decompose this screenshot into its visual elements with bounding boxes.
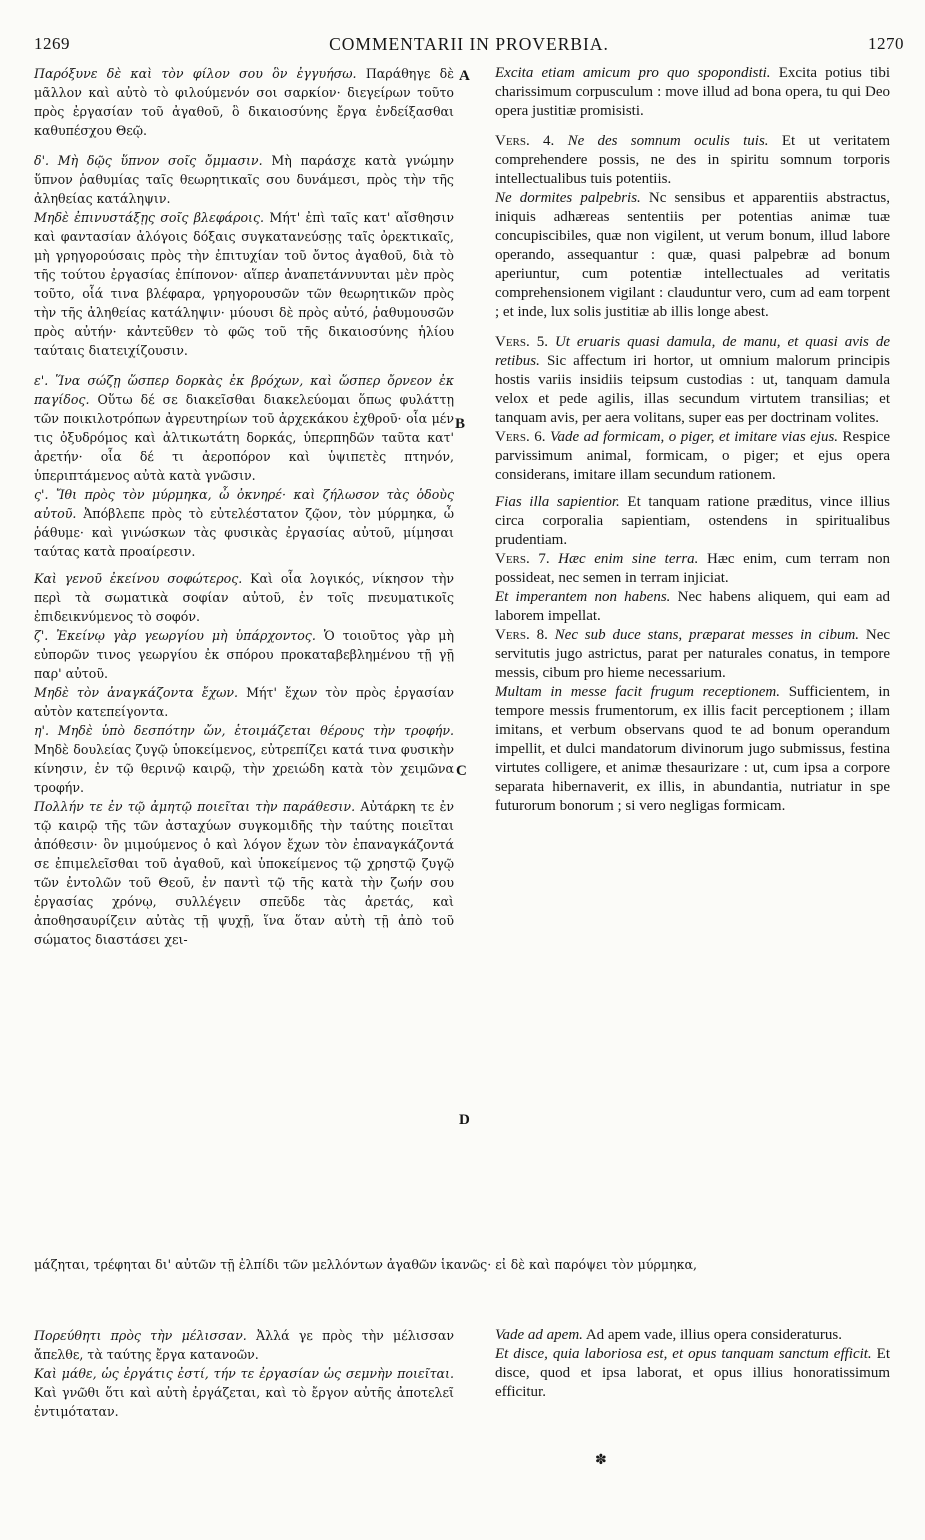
greek-paragraph [34, 683, 454, 721]
greek-lemma: Καὶ μάθε, ὡς ἐργάτις ἐστί, τήν τε ἐργασίαν ὡς σεμνὴν ποιεῖται. [34, 1366, 454, 1381]
greek-paragraph [34, 64, 454, 140]
greek-paragraph [34, 626, 454, 683]
latin-text: Hæc enim, cum terram non possideat, nec semen in terram injiciat. [495, 551, 890, 586]
greek-text: Μήτ' ἐπὶ ταῖς κατ' αἴσθησιν καὶ φαντασίαν ἀλόγοις δόξαις συγκατανεύσῃς ταῖς ὀρεκτικαῖς, μὴ γρηγορούσαις πρὸς τὴν ἐπιτυχίαν τοῦ ὄντος ἀγαθοῦ, διὰ τὸ τῆς τούτου ἐργασίας ἐπίπονον· αἵπερ ἀναπετάννυνται μὲν πρὸς τοῦτο, οἷά τινα βλέφαρα, γρηγορουσῶν τῶν θεωρητικῶν πρὸς τὴν τῆς ἀληθείας κατάληψιν· μύουσι δὲ πρὸς αὐτό, ῥαθυμουσῶν πρὸς αὐτήν· κἀντεῦθεν τὸ φῶς τοῦ τῆς δικαιοσύνης ἡλίου ταύταις διατειχίζουσιν. [34, 210, 454, 358]
margin-letter-a: A [459, 68, 470, 84]
latin-text: Ad apem vade, illius opera consideraturus. [585, 1327, 843, 1343]
ornament-asterisk-icon: ✽ [595, 1452, 607, 1468]
greek-paragraph [34, 1326, 454, 1364]
greek-paragraph [34, 569, 454, 626]
verse-number: Vers. 8. [495, 627, 548, 643]
greek-text: Αὐτάρκη τε ἐν τῷ καιρῷ τῆς τῶν ἀσταχύων συγκομιδῆς τὴν ταύτης ποιεῖται ἀπόθεσιν· ὃν μιμούμενος ὁ καὶ λόγον ἔχων τὸν ἐπαναγκάζοντά σε ἐπιμελεῖσθαι τοῦ ἀγαθοῦ, καὶ ὑποκείμενος τῷ χρηστῷ ζυγῷ τῶν ἐντολῶν τοῦ Θεοῦ, ἐν παντὶ τῷ τῆς κατὰ τὴν ζωήν σου ἐργασίας χρόνῳ, συλλέγειν σπεῦδε τὰς ἀρετάς, καὶ ἀποθησαυρίζειν αὐτὰς τῇ ψυχῇ, ἵνα ὅταν αὐτὴ τῇ ἀπὸ τοῦ σώματος διαστάσει χει- [34, 799, 454, 947]
latin-lemma: Hæc enim sine terra. [558, 551, 699, 567]
margin-letter-c: C [456, 763, 467, 779]
running-title: COMMENTARII IN PROVERBIA. [329, 34, 609, 54]
margin-letter-b: B [455, 416, 466, 432]
latin-lemma: Excita etiam amicum pro quo spopondisti. [495, 65, 771, 81]
verse-number: Vers. 6. [495, 429, 546, 445]
latin-text: Nec habens aliquem, qui eam ad laborem impellat. [495, 589, 890, 624]
latin-lemma: Ne des somnum oculis tuis. [567, 133, 769, 149]
verse-number: Vers. 4. [495, 133, 555, 149]
greek-paragraph [34, 485, 454, 561]
latin-paragraph [495, 626, 890, 683]
latin-paragraph [495, 189, 890, 322]
greek-text: Οὕτω δέ σε διακεῖσθαι διακελεύομαι ὅπως φυλάττῃ τῶν ποικιλοτρόπων ἀγρευτηρίων τοῦ ἀρχεκάκου ἐχθροῦ· οἷα μέν τις ὀξυδρόμος καὶ ἀλτικωτάτη δορκάς, ὑπερπηδῶν ταῦτα κατ' ἀρετήν· οἷα δέ τι ἀεροπόρον καὶ ὑψιπετὲς πτηνόν, ὑπεριπτάμενος αὐτὰ κατὰ γνῶσιν. [34, 392, 454, 483]
greek-text: Ἀλλά γε πρὸς τὴν μέλισσαν ἄπελθε, τὰ ταύτης ἔργα κατανοῶν. [34, 1328, 454, 1362]
greek-lemma: Μηδὲ ἐπινυστάξῃς σοῖς βλεφάροις. [34, 210, 265, 225]
page-header [34, 34, 904, 58]
greek-text: Ὁ τοιοῦτος γὰρ μὴ εὐπορῶν τινος γεωργίου ἐκ σπόρου προκαταβεβλημένου τῇ γῇ παρ' αὐτοῦ. [34, 628, 454, 681]
greek-text: Ἀπόβλεπε πρὸς τὸ εὐτελέστατον ζῷον, τὸν μύρμηκα, ὦ ῥάθυμε· καὶ γινώσκων τὰς φυσικὰς ἐργασίας αὐτοῦ, μίμησαι ταύτας κατὰ προαίρεσιν. [34, 506, 454, 559]
page-number-right: 1270 [868, 34, 904, 53]
greek-text: Μηδὲ δουλείας ζυγῷ ὑποκείμενος, εὐτρεπίζει κατά τινα φυσικὴν κίνησιν, ἐν τῷ θερινῷ καιρῷ, τὴν χρειώδη κατὰ τὸν χειμῶνα τροφήν. [34, 742, 454, 795]
greek-lemma: Παρόξυνε δὲ καὶ τὸν φίλον σου ὃν ἐγγυήσω. [34, 66, 357, 81]
latin-lemma: Vade ad apem. [495, 1327, 583, 1343]
greek-paragraph [34, 151, 454, 208]
latin-lemma: Ut eruaris quasi damula, de manu, et quasi avis de retibus. [495, 334, 891, 369]
greek-lemma: ζ'. Ἐκείνῳ γὰρ γεωργίου μὴ ὑπάρχοντος. [34, 628, 316, 643]
latin-paragraph [495, 1345, 890, 1402]
latin-text: Et tanquam ratione præditus, vince illius circa corporalia sapientiam, ostendens in spiritualibus prudentiam. [495, 494, 890, 548]
latin-paragraph [495, 1326, 890, 1345]
latin-paragraph [495, 493, 890, 550]
greek-lemma: Μηδὲ τὸν ἀναγκάζοντα ἔχων. [34, 685, 239, 700]
latin-column [495, 64, 890, 816]
greek-text: Παράθηγε δὲ μᾶλλον καὶ αὐτὸ τὸ φιλούμενόν σοι σαρκίον· διεγείρων τοῦτο πρὸς ἐργασίαν τοῦ ἀγαθοῦ, ὃ δικαιοσύνης ἔργα ἐνδείξασθαι καθυπέσχου Θεῷ. [34, 66, 454, 138]
latin-text: Et disce, quod et ipsa laborat, et opus illius honoratissimum efficitur. [495, 1346, 890, 1400]
latin-paragraph [495, 550, 890, 588]
greek-text: Μήτ' ἔχων τὸν πρὸς ἐργασίαν αὐτὸν κατεπείγοντα. [34, 685, 454, 719]
latin-lemma: Et disce, quia laboriosa est, et opus tanquam sanctum efficit. [495, 1346, 872, 1362]
greek-lemma: Πορεύθητι πρὸς τὴν μέλισσαν. [34, 1328, 247, 1343]
greek-column-bottom [34, 1326, 454, 1421]
greek-paragraph [34, 371, 454, 485]
greek-lemma: Πολλήν τε ἐν τῷ ἀμητῷ ποιεῖται τὴν παράθεσιν. [34, 799, 356, 814]
greek-text: Καὶ οἷα λογικός, νίκησον τὴν περὶ τὰ σωματικὰ σοφίαν αὐτοῦ, ἐν τοῖς πνευματικοῖς ἐπιδεικνύμενος τὸ σοφόν. [34, 571, 454, 624]
latin-lemma: Ne dormites palpebris. [495, 190, 641, 206]
latin-text: Sufficientem, in tempore messis frumentorum, ex illis facit perceptionem ; illam imitans, et verbum observans quod te ad bonum operandum impellit, et dulci mandatorum divinorum jugo submissus, festina virtutes colligere, et animæ thesaurizare : ut, cum ipsa a corpore separata hibernaverit, ex illis, in abundantia, nutriatur in spe futurorum bonorum ; si vero negligas formicam. [495, 684, 891, 814]
greek-paragraph [34, 797, 454, 949]
latin-paragraph [495, 428, 890, 485]
margin-letter-d: D [459, 1112, 470, 1128]
latin-text: Sic affectum iri hortor, ut omnium malorum principis hostis variis insidiis teipsum custodias : ut, tanquam damula velox et pede agilis, illas secundum virtutem transilias; et tanquam avis, per aera volitans, super eas per doctrinam volites. [495, 353, 890, 426]
latin-paragraph [495, 64, 890, 121]
latin-text: Nc sensibus et apparentiis abstractus, iniquis adhæreas sententiis per potentias animæ tuæ concupiscibiles, quæ non vigilent, ut verum bonum, illud labore operando, assequantur : quæ, quasi palpebræ ad bonum aperiuntur, cum potentiæ intellectuales ad veritatis comprehensionem vigilant : clauduntur vero, cum ad eam torpent ; et inde, lux solis justitiæ ab illis longe abest. [495, 190, 890, 320]
greek-lemma: ε'. Ἵνα σώζῃ ὥσπερ δορκὰς ἐκ βρόχων, καὶ ὥσπερ ὄρνεον ἐκ παγίδος. [34, 373, 454, 407]
latin-lemma: Nec sub duce stans, præparat messes in cibum. [554, 627, 860, 643]
verse-number: Vers. 5. [495, 334, 548, 350]
latin-column-bottom [495, 1326, 890, 1402]
latin-lemma: Et imperantem non habens. [495, 589, 671, 605]
latin-text: Excita potius tibi charissimum corpusculum : move illud ad bona opera, tu qui Deo opera justitiæ promisisti. [495, 65, 890, 119]
greek-paragraph [34, 721, 454, 797]
greek-text: Καὶ γνῶθι ὅτι καὶ αὐτὴ ἐργάζεται, καὶ τὸ ἔργον αὐτῆς ἀποτελεῖ ἐντιμόταταν. [34, 1385, 454, 1419]
latin-text: Respice parvissimum animal, formicam, o piger; et ejus opera considerans, imitare illam secundum rationem. [495, 429, 891, 483]
verse-number: Vers. 7. [495, 551, 550, 567]
latin-text: Nec servitutis jugo astrictus, parat per naturales conatus, in tempore messis, cibum pro hieme necessarium. [495, 627, 891, 681]
greek-paragraph [34, 1364, 454, 1421]
greek-lemma: Καὶ γενοῦ ἐκείνου σοφώτερος. [34, 571, 243, 586]
greek-column [34, 64, 454, 949]
latin-paragraph [495, 132, 890, 189]
greek-lemma: δ'. Μὴ δῷς ὕπνον σοῖς ὄμμασιν. [34, 153, 263, 168]
latin-lemma: Multam in messe facit frugum receptionem. [495, 684, 780, 700]
latin-lemma: Fias illa sapientior. [495, 494, 620, 510]
greek-text: Μὴ παράσχε κατὰ γνώμην ὕπνον ῥαθυμίας ταῖς θεωρητικαῖς σου δυνάμεσι, πρὸς τὴν τῆς ἀληθείας κατάληψιν. [34, 153, 455, 206]
greek-paragraph [34, 208, 454, 360]
greek-lemma: η'. Μηδὲ ὑπὸ δεσπότην ὤν, ἑτοιμάζεται θέρους τὴν τροφήν. [34, 723, 454, 738]
greek-spanning-line [34, 1255, 894, 1274]
greek-lemma: ς'. Ἴθι πρὸς τὸν μύρμηκα, ὦ ὀκνηρέ· καὶ ζήλωσον τὰς ὁδοὺς αὐτοῦ. [34, 487, 454, 521]
latin-lemma: Vade ad formicam, o piger, et imitare vias ejus. [549, 429, 839, 445]
latin-text: Et ut veritatem comprehendere possis, ne des in spiritu somnum torporis intellectualibus tuis potentiis. [495, 133, 891, 187]
latin-paragraph [495, 588, 890, 626]
latin-paragraph [495, 683, 890, 816]
latin-paragraph [495, 333, 890, 428]
greek-span-text: μάζηται, τρέφηται δι' αὐτῶν τῇ ἐλπίδι τῶν μελλόντων ἀγαθῶν ἱκανῶς· εἰ δὲ καὶ παρόψει τὸν μύρμηκα, [34, 1257, 698, 1272]
page-number-left: 1269 [34, 34, 70, 53]
